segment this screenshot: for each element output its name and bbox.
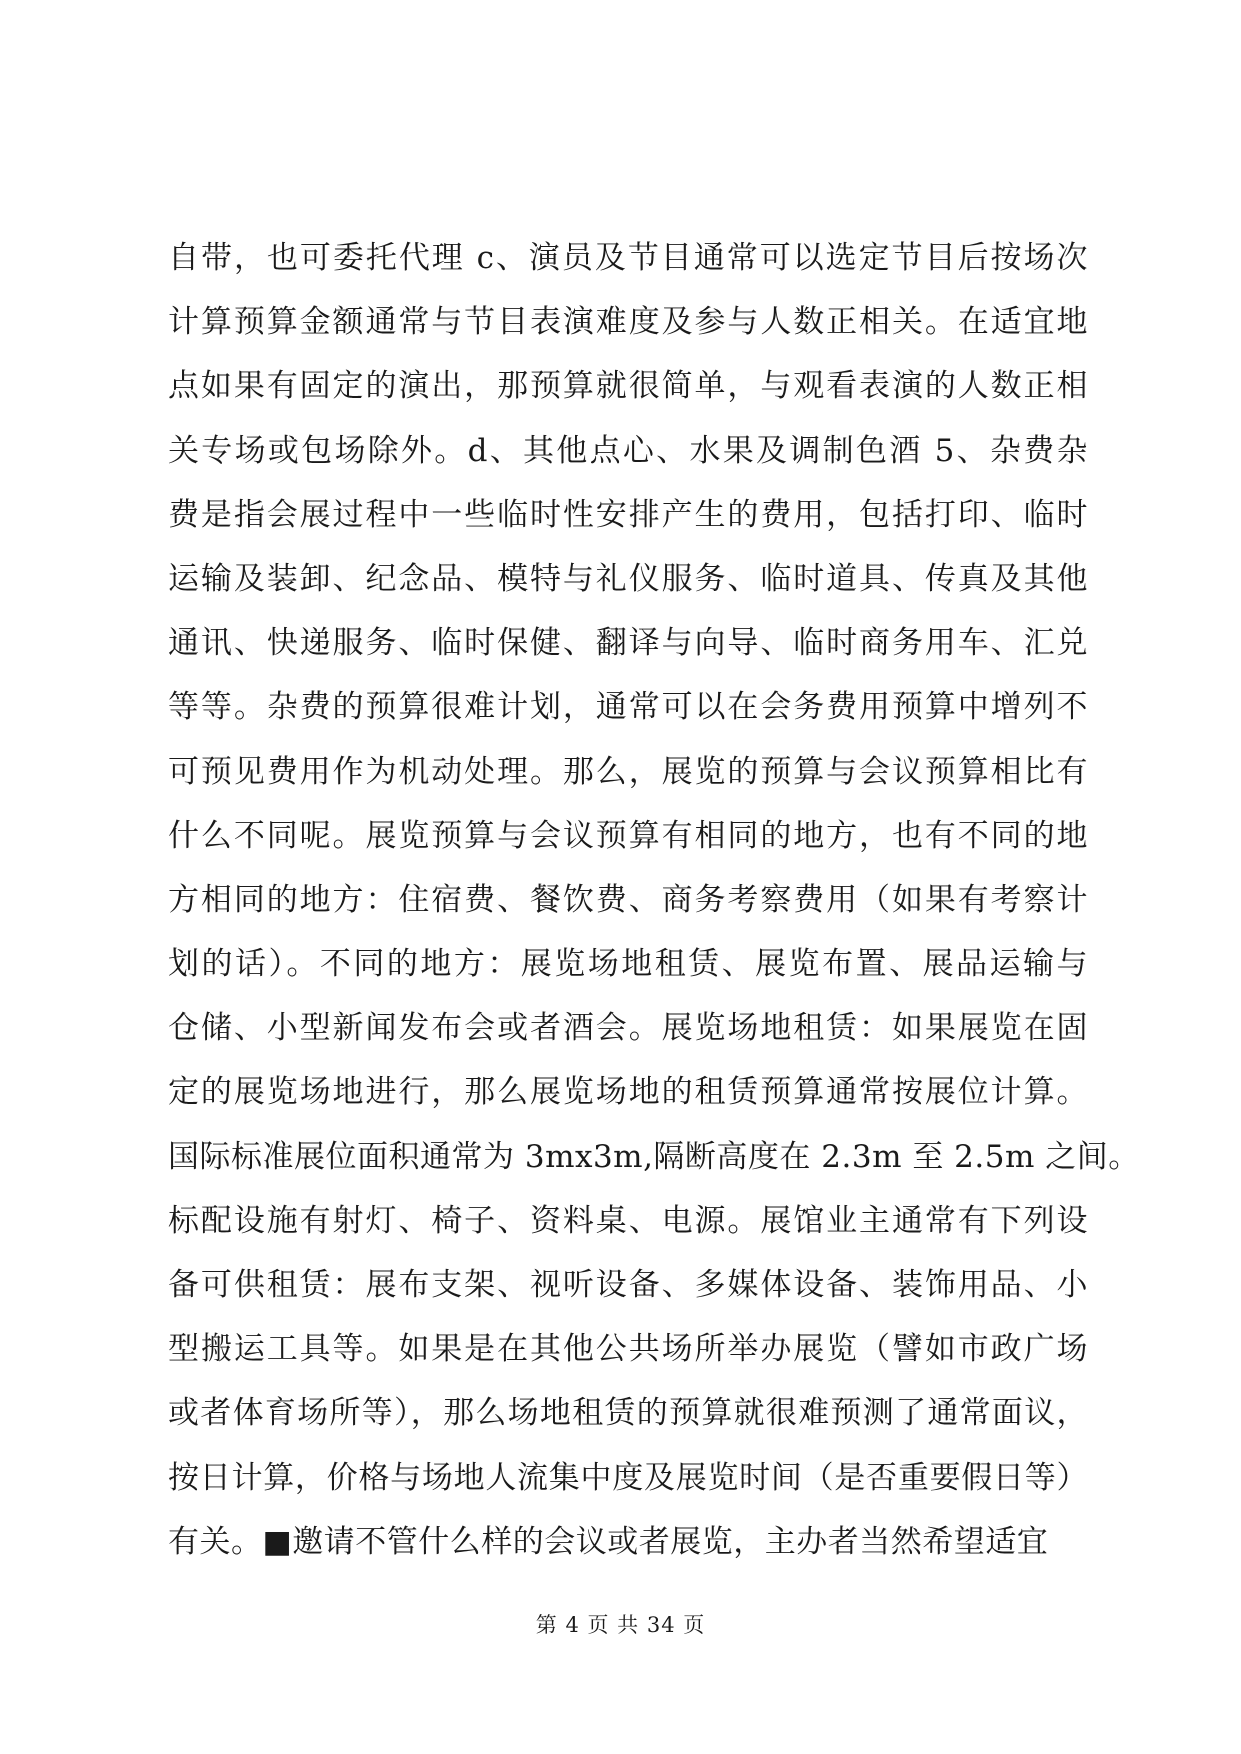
text-line: 按日计算，价格与场地人流集中度及展览时间（是否重要假日等） (168, 1459, 1088, 1496)
text-line: 划的话）。不同的地方：展览场地租赁、展览布置、展品运输与 (168, 946, 1088, 983)
text-line: 等等。杂费的预算很难计划，通常可以在会务费用预算中增列不 (168, 689, 1088, 726)
text-line: 有关。■邀请不管什么样的会议或者展览，主办者当然希望适宜 (168, 1523, 1049, 1560)
text-line: 运输及装卸、纪念品、模特与礼仪服务、临时道具、传真及其他 (168, 560, 1088, 597)
text-line: 型搬运工具等。如果是在其他公共场所举办展览（譬如市政广场 (168, 1331, 1088, 1368)
text-line: 备可供租赁：展布支架、视听设备、多媒体设备、装饰用品、小 (168, 1267, 1088, 1303)
text-line: 自带，也可委托代理 c、演员及节目通常可以选定节目后按场次 (168, 240, 1088, 276)
text-line: 标配设施有射灯、椅子、资料桌、电源。展馆业主通常有下列设 (168, 1202, 1088, 1239)
text-line: 计算预算金额通常与节目表演难度及参与人数正相关。在适宜地 (168, 304, 1088, 341)
text-line: 点如果有固定的演出，那预算就很简单，与观看表演的人数正相 (168, 368, 1088, 405)
text-line: 通讯、快递服务、临时保健、翻译与向导、临时商务用车、汇兑 (168, 625, 1088, 662)
text-line: 费是指会展过程中一些临时性安排产生的费用，包括打印、临时 (168, 496, 1088, 533)
text-line: 可预见费用作为机动处理。那么，展览的预算与会议预算相比有 (168, 753, 1088, 790)
text-line: 仓储、小型新闻发布会或者酒会。展览场地租赁：如果展览在固 (168, 1010, 1088, 1047)
text-line: 什么不同呢。展览预算与会议预算有相同的地方，也有不同的地 (168, 817, 1088, 854)
text-line: 关专场或包场除外。d、其他点心、水果及调制色酒 5、杂费杂 (168, 432, 1088, 469)
text-line: 国际标准展位面积通常为 3mx3m,隔断高度在 2.3m 至 2.5m 之间。 (168, 1138, 1140, 1175)
text-line: 或者体育场所等），那么场地租赁的预算就很难预测了通常面议， (168, 1395, 1088, 1432)
page-number-footer: 第 4 页 共 34 页 (535, 1613, 706, 1637)
text-line: 定的展览场地进行，那么展览场地的租赁预算通常按展位计算。 (168, 1074, 1088, 1111)
body-text (168, 226, 1140, 1574)
text-line: 方相同的地方：住宿费、餐饮费、商务考察费用（如果有考察计 (168, 881, 1088, 918)
